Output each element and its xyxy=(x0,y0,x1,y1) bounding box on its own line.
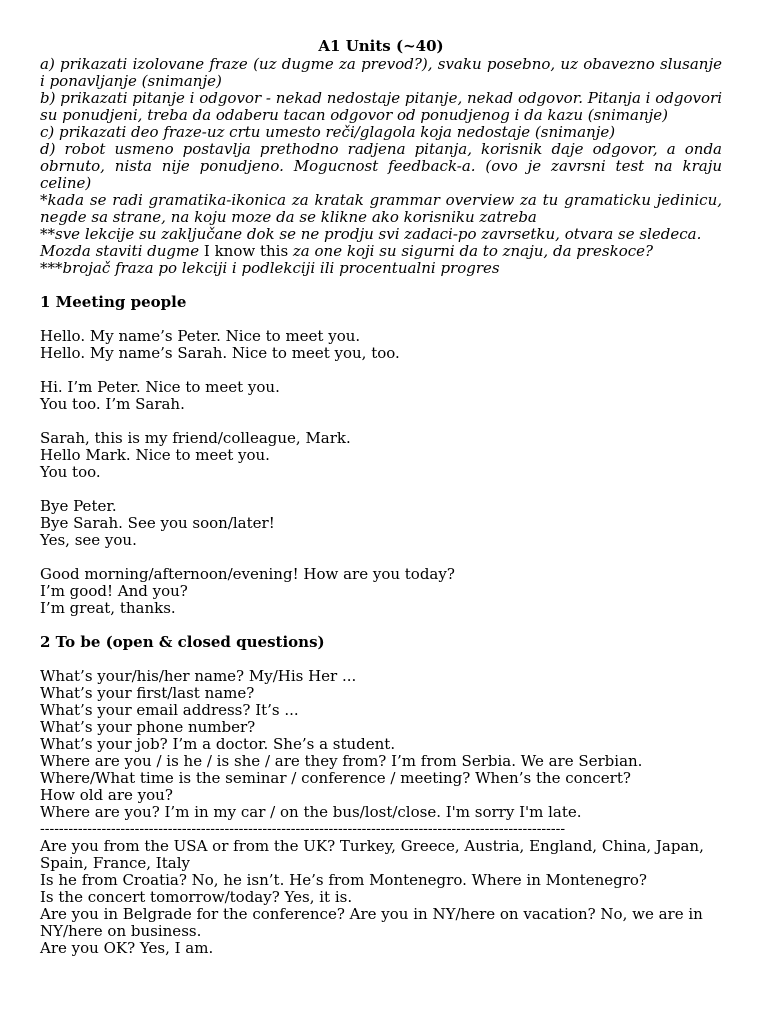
question-line: Are you in Belgrade for the conference? Are you in NY/here on vacation? No, we are in NY/here on business. xyxy=(40,905,703,940)
question-line: What’s your first/last name? xyxy=(40,684,255,702)
instruction-notes xyxy=(40,56,722,277)
note-a: a) prikazati izolovane fraze (uz dugme za prevod?), svaku posebno, uz obavezno slusanje i ponavljanje (snimanje) xyxy=(40,55,722,90)
dialogue-line: Hello Mark. Nice to meet you. xyxy=(40,446,270,464)
unit-2-heading: 2 To be (open & closed questions) xyxy=(40,633,325,651)
dialogue-line: I’m good! And you? xyxy=(40,582,188,600)
dialogue-line: Hello. My name’s Peter. Nice to meet you. xyxy=(40,327,361,345)
note-phrase-counter: ***brojač fraza po lekciji i podlekciji ili procentualni progres xyxy=(40,259,500,277)
dialogue-line: Good morning/afternoon/evening! How are you today? xyxy=(40,565,455,583)
question-line: Is the concert tomorrow/today? Yes, it is. xyxy=(40,888,353,906)
unit-1-heading: 1 Meeting people xyxy=(40,293,187,311)
note-locked-lessons: **sve lekcije su zaključane dok se ne prodju svi zadaci-po zavrsetku, otvara se sledeca. xyxy=(40,225,702,243)
question-line: What’s your job? I’m a doctor. She’s a student. xyxy=(40,735,396,753)
question-line: How old are you? xyxy=(40,786,173,804)
question-line: What’s your phone number? xyxy=(40,718,256,736)
dialogue-block xyxy=(40,566,722,617)
note-c: c) prikazati deo fraze-uz crtu umesto reči/glagola koja nedostaje (snimanje) xyxy=(40,123,616,141)
dialogue-line: I’m great, thanks. xyxy=(40,599,176,617)
dialogue-line: Bye Peter. xyxy=(40,497,117,515)
question-line: Where/What time is the seminar / conference / meeting? When’s the concert? xyxy=(40,769,631,787)
note-b: b) prikazati pitanje i odgovor - nekad nedostaje pitanje, nekad odgovor. Pitanja i odgovori su ponudjeni, treba da odaberu tacan odgovor od ponudjenog i da kazu (snimanje) xyxy=(40,89,722,124)
dialogue-block xyxy=(40,430,722,481)
question-line: Where are you / is he / is she / are they from? I’m from Serbia. We are Serbian. xyxy=(40,752,643,770)
question-line: Where are you? I’m in my car / on the bus/lost/close. I'm sorry I'm late. xyxy=(40,803,582,821)
note-mozda-before: Mozda staviti dugme xyxy=(40,242,204,260)
dialogue-line: You too. xyxy=(40,463,101,481)
dialogue-line: You too. I’m Sarah. xyxy=(40,395,185,413)
dialogue-block xyxy=(40,498,722,549)
dialogue-line: Hi. I’m Peter. Nice to meet you. xyxy=(40,378,280,396)
open-questions xyxy=(40,668,722,821)
i-know-this-text: I know this xyxy=(203,242,289,260)
dialogue-line: Hello. My name’s Sarah. Nice to meet you, too. xyxy=(40,344,400,362)
note-i-know-this xyxy=(40,243,722,260)
dialogue-line: Sarah, this is my friend/colleague, Mark. xyxy=(40,429,351,447)
question-line: Is he from Croatia? No, he isn’t. He’s from Montenegro. Where in Montenegro? xyxy=(40,871,647,889)
dialogue-line: Bye Sarah. See you soon/later! xyxy=(40,514,275,532)
question-line: What’s your email address? It’s ... xyxy=(40,701,299,719)
question-line: Are you OK? Yes, I am. xyxy=(40,939,214,957)
note-d: d) robot usmeno postavlja prethodno radjena pitanja, korisnik daje odgovor, a onda obrnuto, nista nije ponudjeno. Mogucnost feedback-a. (ovo je zavrsni test na kraju celine) xyxy=(40,140,722,192)
dashed-divider: --------------------------------------------------------------------------------------------------------------- xyxy=(40,821,566,837)
dialogue-block xyxy=(40,379,722,413)
note-mozda-after: za one koji su sigurni da to znaju, da preskoce? xyxy=(288,242,654,260)
document-title: A1 Units (~40) xyxy=(318,37,444,55)
dialogue-line: Yes, see you. xyxy=(40,531,137,549)
closed-questions xyxy=(40,838,722,957)
question-line: What’s your/his/her name? My/His Her ... xyxy=(40,667,357,685)
question-line: Are you from the USA or from the UK? Turkey, Greece, Austria, England, China, Japan, Spain, France, Italy xyxy=(40,837,704,872)
note-grammar-icon: *kada se radi gramatika-ikonica za kratak grammar overview za tu gramaticku jedinicu, negde sa strane, na koju moze da se klikne ako korisniku zatreba xyxy=(40,191,722,226)
dialogue-block xyxy=(40,328,722,362)
